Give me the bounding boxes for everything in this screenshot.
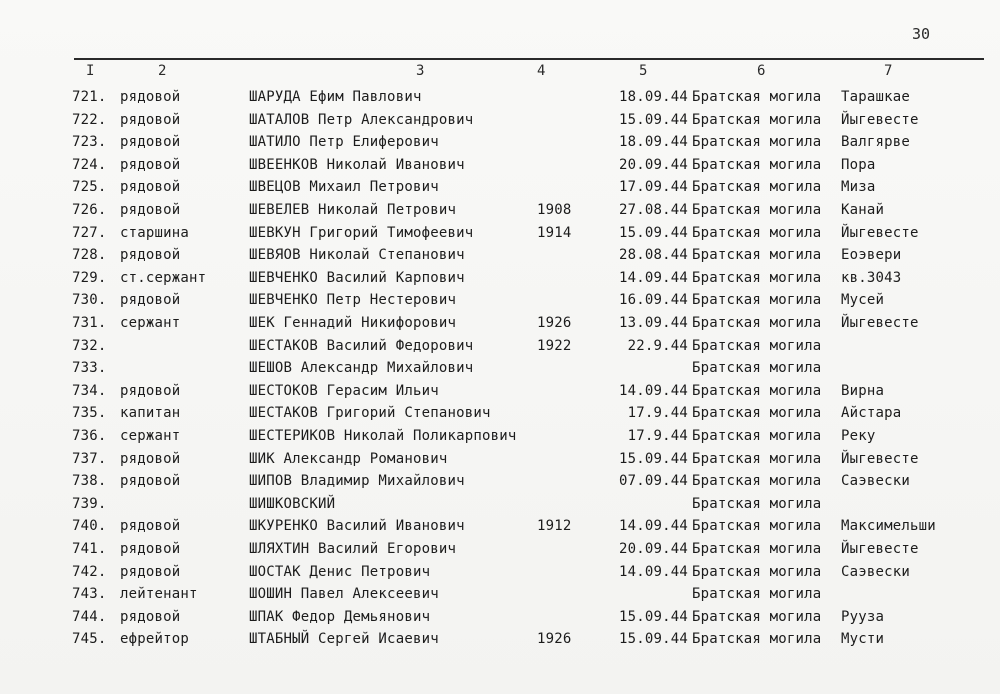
- table-row: [0, 561, 1000, 583]
- header-rule: [74, 58, 984, 60]
- burial-place: Айстара: [841, 405, 902, 422]
- burial-type: Братская могила: [692, 541, 822, 557]
- death-date: 13.09.44: [618, 315, 688, 331]
- rank: рядовой: [120, 608, 181, 625]
- full-name: ШИШКОВСКИЙ: [249, 495, 336, 512]
- burial-place: Мусти: [841, 631, 885, 648]
- row-number: 733.: [72, 360, 107, 377]
- row-number: 739.: [72, 495, 107, 512]
- table-row: [0, 176, 1000, 198]
- table-row: [0, 86, 1000, 108]
- burial-type: Братская могила: [692, 586, 822, 603]
- death-date: 22.9.44: [627, 337, 688, 354]
- birth-year: 1908: [537, 202, 572, 218]
- burial-type: Братская могила: [692, 315, 822, 331]
- full-name: ШВЕЕНКОВ Николай Иванович: [249, 156, 465, 173]
- full-name: ШЕВКУН Григорий Тимофеевич: [249, 224, 474, 241]
- full-name: ШАРУДА Ефим Павлович: [249, 89, 422, 105]
- burial-place: Йыгевесте: [841, 315, 919, 331]
- table-row: [0, 515, 1000, 537]
- table-row: [0, 628, 1000, 650]
- full-name: ШКУРЕНКО Василий Иванович: [249, 518, 465, 535]
- burial-type: Братская могила: [692, 292, 822, 309]
- death-date: 17.09.44: [618, 179, 688, 196]
- burial-place: Йыгевесте: [841, 450, 919, 467]
- death-date: 18.09.44: [618, 89, 688, 105]
- death-date: 14.09.44: [618, 382, 688, 399]
- row-number: 735.: [72, 405, 107, 422]
- rank: рядовой: [120, 563, 181, 580]
- burial-type: Братская могила: [692, 382, 822, 399]
- rank: рядовой: [120, 89, 181, 105]
- burial-type: Братская могила: [692, 89, 822, 105]
- table-row: [0, 154, 1000, 176]
- row-number: 743.: [72, 586, 107, 603]
- burial-type: Братская могила: [692, 495, 822, 512]
- table-row: [0, 538, 1000, 560]
- column-header-7: 7: [884, 63, 893, 79]
- table-row: [0, 448, 1000, 470]
- burial-place: Мусей: [841, 292, 885, 309]
- table-row: [0, 606, 1000, 628]
- row-number: 731.: [72, 315, 107, 331]
- burial-place: Йыгевесте: [841, 111, 919, 128]
- row-number: 738.: [72, 473, 107, 490]
- table-row: [0, 109, 1000, 131]
- table-row: [0, 289, 1000, 311]
- burial-place: кв.3043: [841, 269, 902, 286]
- table-row: [0, 335, 1000, 357]
- birth-year: 1914: [537, 224, 572, 241]
- rank: ефрейтор: [120, 631, 190, 648]
- burial-place: Пора: [841, 156, 876, 173]
- row-number: 723.: [72, 134, 107, 151]
- rank: старшина: [120, 224, 190, 241]
- rank: рядовой: [120, 247, 181, 264]
- full-name: ШВЕЦОВ Михаил Петрович: [249, 179, 439, 196]
- rank: рядовой: [120, 179, 181, 196]
- row-number: 728.: [72, 247, 107, 264]
- burial-place: Вирна: [841, 382, 885, 399]
- death-date: 15.09.44: [618, 111, 688, 128]
- column-header-3: 3: [416, 63, 425, 79]
- burial-type: Братская могила: [692, 360, 822, 377]
- table-row: [0, 493, 1000, 515]
- burial-type: Братская могила: [692, 224, 822, 241]
- table-row: [0, 222, 1000, 244]
- table-row: [0, 244, 1000, 266]
- row-number: 742.: [72, 563, 107, 580]
- rank: рядовой: [120, 382, 181, 399]
- rank: рядовой: [120, 202, 181, 218]
- row-number: 741.: [72, 541, 107, 557]
- rank: рядовой: [120, 134, 181, 151]
- birth-year: 1926: [537, 631, 572, 648]
- row-number: 736.: [72, 428, 107, 444]
- burial-type: Братская могила: [692, 202, 822, 218]
- burial-type: Братская могила: [692, 179, 822, 196]
- table-row: [0, 267, 1000, 289]
- birth-year: 1922: [537, 337, 572, 354]
- row-number: 721.: [72, 89, 107, 105]
- death-date: 14.09.44: [618, 518, 688, 535]
- row-number: 724.: [72, 156, 107, 173]
- row-number: 734.: [72, 382, 107, 399]
- death-date: 16.09.44: [618, 292, 688, 309]
- rank: лейтенант: [120, 586, 198, 603]
- table-row: [0, 470, 1000, 492]
- burial-place: Миза: [841, 179, 876, 196]
- full-name: ШЛЯХТИН Василий Егорович: [249, 541, 457, 557]
- full-name: ШОСТАК Денис Петрович: [249, 563, 431, 580]
- full-name: ШЕВЧЕНКО Василий Карпович: [249, 269, 465, 286]
- burial-type: Братская могила: [692, 247, 822, 264]
- table-row: [0, 583, 1000, 605]
- table-row: [0, 402, 1000, 424]
- row-number: 725.: [72, 179, 107, 196]
- full-name: ШЕСТОКОВ Герасим Ильич: [249, 382, 439, 399]
- full-name: ШЕВЯОВ Николай Степанович: [249, 247, 465, 264]
- column-header-6: 6: [757, 63, 766, 79]
- rank: рядовой: [120, 111, 181, 128]
- burial-type: Братская могила: [692, 473, 822, 490]
- death-date: 15.09.44: [618, 608, 688, 625]
- row-number: 737.: [72, 450, 107, 467]
- rank: рядовой: [120, 292, 181, 309]
- burial-type: Братская могила: [692, 134, 822, 151]
- burial-type: Братская могила: [692, 337, 822, 354]
- burial-place: Саэвески: [841, 473, 911, 490]
- death-date: 20.09.44: [618, 541, 688, 557]
- full-name: ШЕСТЕРИКОВ Николай Поликарпович: [249, 428, 517, 444]
- burial-place: Реку: [841, 428, 876, 444]
- birth-year: 1912: [537, 518, 572, 535]
- row-number: 726.: [72, 202, 107, 218]
- burial-place: Йыгевесте: [841, 224, 919, 241]
- birth-year: 1926: [537, 315, 572, 331]
- burial-place: Еоэвери: [841, 247, 902, 264]
- full-name: ШИПОВ Владимир Михайлович: [249, 473, 465, 490]
- column-header-2: 2: [158, 63, 167, 79]
- death-date: 18.09.44: [618, 134, 688, 151]
- full-name: ШАТАЛОВ Петр Александрович: [249, 111, 474, 128]
- table-row: [0, 357, 1000, 379]
- rank: рядовой: [120, 450, 181, 467]
- table-row: [0, 199, 1000, 221]
- row-number: 727.: [72, 224, 107, 241]
- column-header-5: 5: [639, 63, 648, 79]
- row-number: 732.: [72, 337, 107, 354]
- burial-type: Братская могила: [692, 563, 822, 580]
- burial-type: Братская могила: [692, 450, 822, 467]
- burial-place: Рууза: [841, 608, 885, 625]
- death-date: 28.08.44: [618, 247, 688, 264]
- rank: рядовой: [120, 518, 181, 535]
- full-name: ШТАБНЫЙ Сергей Исаевич: [249, 631, 439, 648]
- full-name: ШЕВЧЕНКО Петр Нестерович: [249, 292, 457, 309]
- burial-type: Братская могила: [692, 405, 822, 422]
- full-name: ШЕСТАКОВ Григорий Степанович: [249, 405, 491, 422]
- rank: капитан: [120, 405, 181, 422]
- rank: сержант: [120, 315, 181, 331]
- row-number: 745.: [72, 631, 107, 648]
- row-number: 729.: [72, 269, 107, 286]
- rank: рядовой: [120, 541, 181, 557]
- full-name: ШЕШОВ Александр Михайлович: [249, 360, 474, 377]
- full-name: ШПАК Федор Демьянович: [249, 608, 431, 625]
- death-date: 07.09.44: [618, 473, 688, 490]
- column-header-1: I: [86, 63, 95, 79]
- burial-type: Братская могила: [692, 156, 822, 173]
- burial-type: Братская могила: [692, 428, 822, 444]
- death-date: 15.09.44: [618, 450, 688, 467]
- row-number: 740.: [72, 518, 107, 535]
- rank: сержант: [120, 428, 181, 444]
- burial-type: Братская могила: [692, 608, 822, 625]
- row-number: 722.: [72, 111, 107, 128]
- death-date: 27.08.44: [618, 202, 688, 218]
- rank: рядовой: [120, 156, 181, 173]
- full-name: ШЕВЕЛЕВ Николай Петрович: [249, 202, 457, 218]
- death-date: 15.09.44: [618, 631, 688, 648]
- death-date: 14.09.44: [618, 563, 688, 580]
- row-number: 730.: [72, 292, 107, 309]
- full-name: ШЕСТАКОВ Василий Федорович: [249, 337, 474, 354]
- table-row: [0, 312, 1000, 334]
- burial-type: Братская могила: [692, 269, 822, 286]
- page-number: 30: [912, 25, 931, 43]
- burial-place: Йыгевесте: [841, 541, 919, 557]
- burial-type: Братская могила: [692, 111, 822, 128]
- burial-place: Максимельши: [841, 518, 936, 535]
- column-header-4: 4: [537, 63, 546, 79]
- table-row: [0, 425, 1000, 447]
- burial-place: Тарашкае: [841, 89, 911, 105]
- death-date: 14.09.44: [618, 269, 688, 286]
- table-row: [0, 380, 1000, 402]
- rank: ст.сержант: [120, 269, 207, 286]
- burial-type: Братская могила: [692, 518, 822, 535]
- death-date: 15.09.44: [618, 224, 688, 241]
- full-name: ШОШИН Павел Алексеевич: [249, 586, 439, 603]
- full-name: ШИК Александр Романович: [249, 450, 448, 467]
- full-name: ШАТИЛО Петр Елиферович: [249, 134, 439, 151]
- burial-type: Братская могила: [692, 631, 822, 648]
- burial-place: Валгярве: [841, 134, 911, 151]
- table-row: [0, 131, 1000, 153]
- row-number: 744.: [72, 608, 107, 625]
- full-name: ШЕК Геннадий Никифорович: [249, 315, 457, 331]
- death-date: 17.9.44: [627, 405, 688, 422]
- burial-place: Канай: [841, 202, 885, 218]
- rank: рядовой: [120, 473, 181, 490]
- death-date: 20.09.44: [618, 156, 688, 173]
- death-date: 17.9.44: [627, 428, 688, 444]
- burial-place: Саэвески: [841, 563, 911, 580]
